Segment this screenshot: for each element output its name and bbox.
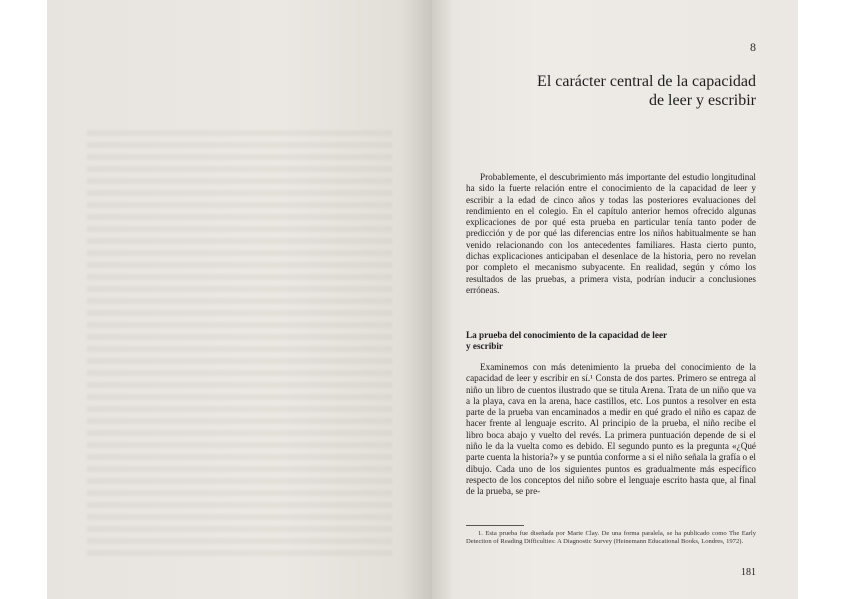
section-heading	[466, 330, 756, 352]
footnote-rule	[466, 525, 524, 526]
right-page	[432, 0, 798, 599]
book-spread	[47, 0, 798, 599]
chapter-number: 8	[750, 40, 756, 54]
chapter-title-line1: El carácter central de la capacidad	[537, 73, 756, 90]
section-heading-line2: y escribir	[466, 341, 503, 351]
footnote: 1. Esta prueba fue diseñada por Marie Clay. De una forma paralela, se ha publicado como The Early Detection of Reading Difficulties: A Diagnostic Survey (Heinemann Educational Books, Londres, 1972).	[466, 530, 756, 545]
paragraph-test: Examinemos con más detenimiento la prueba del conocimiento de la capacidad de leer y escribir en sí.¹ Consta de dos partes. Primero se entrega al niño un libro de cuentos ilustrado que se titula Arena. Trata de un niño que va a la playa, cava en la arena, hace castillos, etc. Los puntos a resolver en esta parte de la prueba van encaminados a medir en qué grado el niño es capaz de hacer frente al lenguaje escrito. Al principio de la prueba, el niño recibe el libro boca abajo y vuelto del revés. La primera puntuación depende de si el niño le da la vuelta como es debido. El segundo punto es la pregunta «¿Qué parte cuenta la historia?» y se puntúa conforme a si el niño señala la grafía o el dibujo. Cada uno de los siguientes puntos es gradualmente más específico respecto de los conceptos del niño sobre el lenguaje escrito hasta que, al final de la prueba, se pre-	[466, 362, 756, 497]
chapter-title	[466, 72, 756, 110]
left-page-blank	[47, 0, 432, 599]
paragraph-intro: Probablemente, el descubrimiento más importante del estudio longitudinal ha sido la fuerte relación entre el conocimiento de la capacidad de leer y escribir a la edad de cinco años y todas las posteriores evaluaciones del rendimiento en el colegio. En el capítulo anterior hemos ofrecido algunas explicaciones de por qué esta prueba en particular tenía tanto poder de predicción y de por qué las diferencias entre los niños habitualmente se han venido relacionando con los antecedentes familiares. Hasta cierto punto, dichas explicaciones anticipaban el desenlace de la historia, pero no revelan por completo el mecanismo subyacente. En realidad, según y cómo los resultados de las pruebas, a primera vista, podrían inducir a conclusiones erróneas.	[466, 172, 756, 295]
chapter-title-line2: de leer y escribir	[648, 92, 756, 109]
page-number: 181	[741, 567, 756, 578]
bleed-through-text	[87, 130, 392, 559]
section-heading-line1: La prueba del conocimiento de la capacidad de leer	[466, 330, 668, 340]
